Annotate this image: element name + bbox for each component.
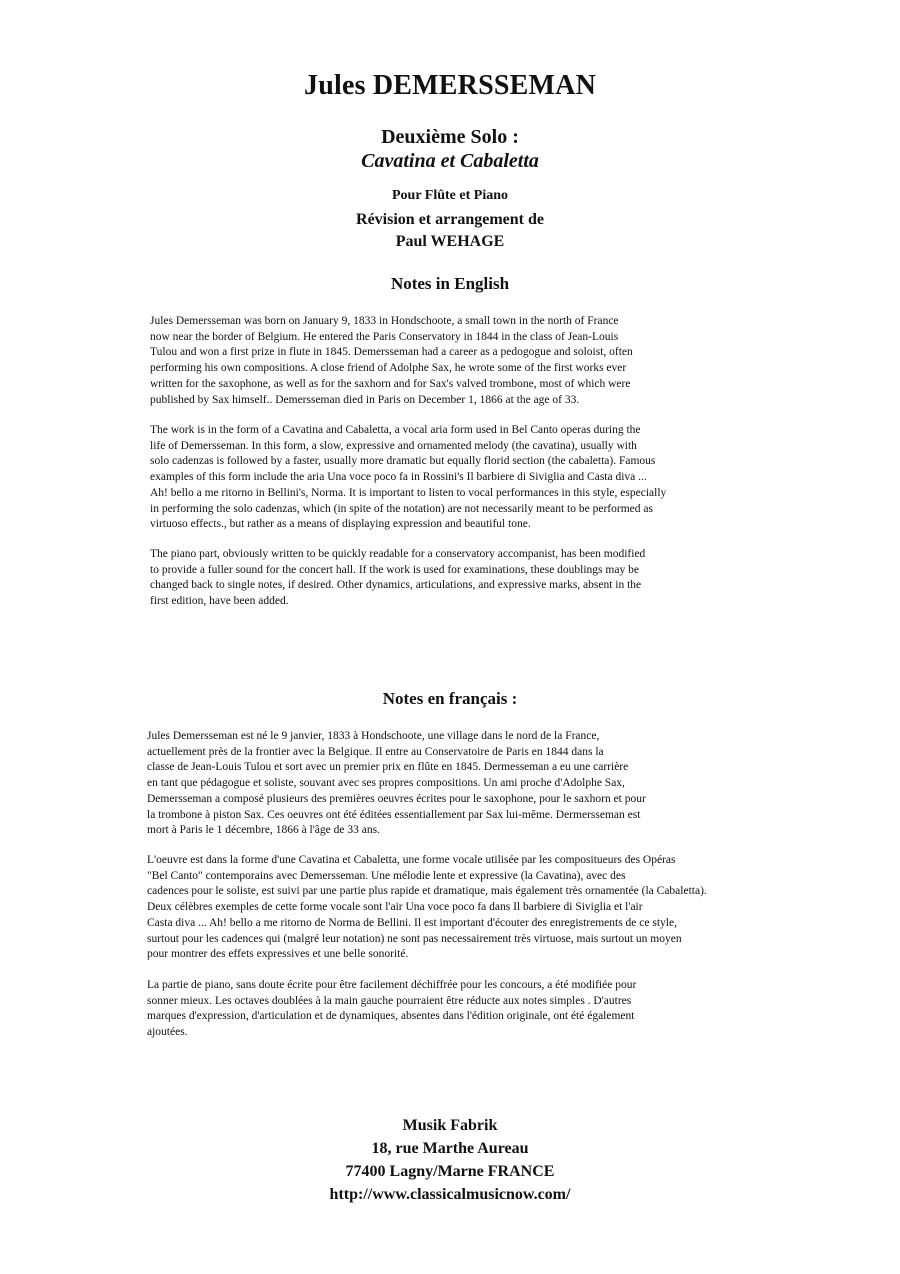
text-line: sonner mieux. Les octaves doublées à la main gauche pourraient être réducte aux notes simples . D'autres [147,994,632,1007]
text-line: Casta diva ... Ah! bello a me ritorno de Norma de Bellini. Il est important d'écouter des enregistrements de ce style, [147,916,677,929]
text-line: virtuoso effects., but rather as a means of displaying expression and beautiful tone. [150,518,531,531]
text-line: Jules Demersseman was born on January 9, 1833 in Hondschoote, a small town in the north of France [150,315,619,327]
text-line: changed back to single notes, if desired. Other dynamics, articulations, and expressive marks, absent in the [150,579,642,592]
text-line: examples of this form include the aria Una voce poco fa in Rossini's Il barbiere di Siviglia and Casta diva ... [150,471,647,484]
notes-english-heading: Notes in English [390,274,510,293]
text-line: cadences pour le soliste, est suivi par une partie plus rapide et dramatique, mais également très ornamentée (la Cabaletta). [147,885,707,898]
text-line: Ah! bello a me ritorno in Bellini's, Norma. It is important to listen to vocal performances in this style, especially [150,486,667,499]
notes-english-paragraph-3 [150,547,645,610]
text-line: mort à Paris le 1 décembre, 1866 à l'âge de 33 ans. [147,824,380,837]
text-line: ajoutées. [147,1026,188,1039]
publisher-street: 18, rue Marthe Aureau [371,1140,529,1157]
text-line: en tant que pédagogue et soliste, souvant avec ses propres compositions. Un ami proche d'Adolphe Sax, [147,777,625,790]
text-line: La partie de piano, sans doute écrite pour être facilement déchiffrée pour les concours, a été modifiée pour [147,979,637,991]
notes-english-paragraph-2 [150,423,666,533]
text-line: life of Demersseman. In this form, a slow, expressive and ornamented melody (the cavatina), usually with [150,439,637,452]
notes-french-paragraph-1 [147,729,646,839]
publisher-website-link[interactable]: http://www.classicalmusicnow.com/ [329,1186,571,1203]
text-line: performing his own compositions. A close friend of Adolphe Sax, he wrote some of the first works ever [150,362,627,375]
composer-name: Jules DEMERSSEMAN [304,70,596,101]
publisher-name: Musik Fabrik [402,1117,498,1134]
text-line: written for the saxophone, as well as for the saxhorn and for Sax's valved trombone, most of which were [150,377,631,390]
notes-english-paragraph-1 [150,314,633,408]
text-line: surtout pour les cadences qui (malgré leur notation) ne sont pas necessairement très virtuose, mais surtout un moyen [147,932,682,945]
text-line: actuellement près de la frontier avec la Belgique. Il entre au Conservatoire de Paris en 1844 dans la [147,745,604,758]
instrumentation: Pour Flûte et Piano [391,188,508,203]
text-line: classe de Jean-Louis Tulou et sort avec un premier prix en flûte en 1845. Dermesseman a eu une carrière [147,761,629,774]
arrangement-credit: Révision et arrangement de [356,211,544,228]
text-line: Tulou and won a first prize in flute in 1845. Demersseman had a career as a pedogogue and soloist, often [150,346,633,359]
notes-french-paragraph-3 [147,978,636,1041]
text-line: pour montrer des effets expressives et une belle sonorité. [147,948,409,961]
text-line: now near the border of Belgium. He entered the Paris Conservatory in 1844 in the class of Jean-Louis [150,330,619,343]
text-line: first edition, have been added. [150,595,289,608]
text-line: marques d'expression, d'articulation et de dynamiques, absentes dans l'édition originale, ont été également [147,1010,635,1023]
notes-french-heading: Notes en français : [382,689,518,708]
text-line: Demersseman a composé plusieurs des premières oeuvres écrites pour le saxophone, pour le saxhorn et pour [147,792,646,805]
text-line: solo cadenzas is followed by a faster, usually more dramatic but equally florid section (the cabaletta). Famous [150,455,656,468]
publisher-block [0,1114,900,1206]
text-line: published by Sax himself.. Demersseman died in Paris on December 1, 1866 at the age of 33. [150,393,580,406]
text-line: to provide a fuller sound for the concert hall. If the work is used for examinations, these doublings may be [150,563,639,576]
text-line: The work is in the form of a Cavatina and Cabaletta, a vocal aria form used in Bel Canto operas during the [150,424,641,436]
text-line: L'oeuvre est dans la forme d'une Cavatina et Cabaletta, une forme vocale utilisée par les compositueurs des Opéras [147,854,676,866]
work-title: Deuxième Solo : [381,126,519,148]
text-line: la trombone à piston Sax. Ces oeuvres ont été éditées essentiallement par Sax lui-même. Dermersseman est [147,808,641,821]
text-line: "Bel Canto" contemporains avec Demersseman. Une mélodie lente et expressive (la Cavatina), avec des [147,869,626,882]
arranger-name: Paul WEHAGE [395,233,505,250]
publisher-city: 77400 Lagny/Marne FRANCE [345,1163,555,1180]
text-line: Deux célèbres exemples de cette forme vocale sont l'air Una voce poco fa dans Il barbiere di Siviglia et l'air [147,901,643,914]
text-line: Jules Demersseman est né le 9 janvier, 1833 à Hondschoote, une village dans le nord de la France, [147,730,600,742]
work-subtitle: Cavatina et Cabaletta [361,150,539,172]
notes-french-paragraph-2 [147,853,707,963]
text-line: in performing the solo cadenzas, which (in spite of the notation) are not necessarily meant to be performed as [150,502,653,515]
text-line: The piano part, obviously written to be quickly readable for a conservatory accompanist, has been modified [150,548,646,560]
